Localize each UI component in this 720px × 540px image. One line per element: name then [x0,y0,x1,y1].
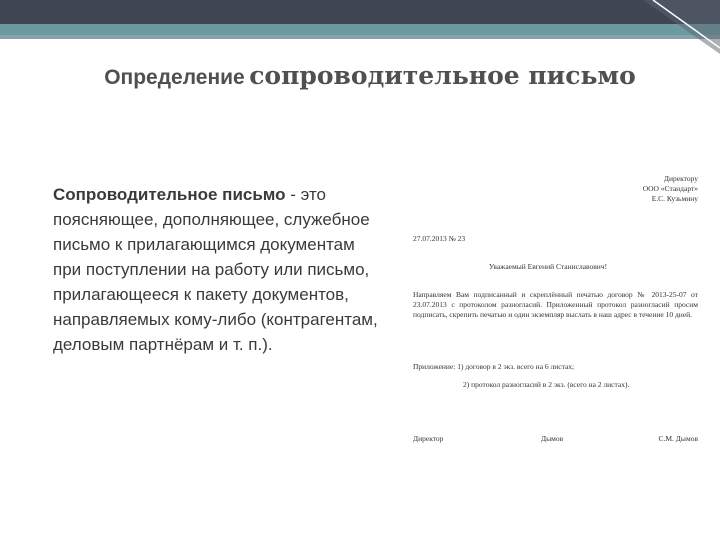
letter-date: 27.07.2013 № 23 [413,234,466,243]
header-bar-teal [0,24,720,35]
header-bar-dark [0,0,720,24]
header-bar-grey [0,35,720,39]
signature: Дымов [541,434,564,443]
slide-title [80,58,660,98]
addressee-line: ООО «Стандарт» [642,184,698,193]
letter-attachments [413,362,698,390]
signature-name: С.М. Дымов [658,434,698,443]
addressee-line: Директору [663,174,698,183]
title-part-1: Определение [104,66,245,89]
corner-decoration [643,0,720,54]
letter-greeting: Уважаемый Евгений Станиславович! [488,262,608,271]
signature-position: Директор [413,434,444,443]
letter-addressee [643,174,698,204]
definition-text [53,182,378,357]
addressee-line: Е.С. Кузьмину [651,194,698,203]
attachment-line: Приложение: 1) договор в 2 экз. всего на 6 листах; [413,362,575,371]
sample-letter [398,168,698,458]
letter-body: Направляем Вам подписанный и скреплённый печатью договор № 2013-25-07 от 23.07.2013 с протоколом разногласий. Приложенный протокол разногласий просим подписать, скрепить печатью и один экземпляр выслать в наш адрес в течение 10 дней. [413,290,698,319]
title-part-2: сопроводительное письмо [249,61,636,90]
definition-term: Сопроводительное письмо [53,185,286,204]
attachment-line: 2) протокол разногласий в 2 экз. (всего на 2 листах). [463,380,630,389]
definition-body: - это поясняющее, дополняющее, служебное письмо к прилагающимся документам при поступлении на работу или письмо, прилагающееся к пакету документов, направляемых кому-либо (контрагентам, деловым партнёрам и т. п.). [53,185,378,354]
